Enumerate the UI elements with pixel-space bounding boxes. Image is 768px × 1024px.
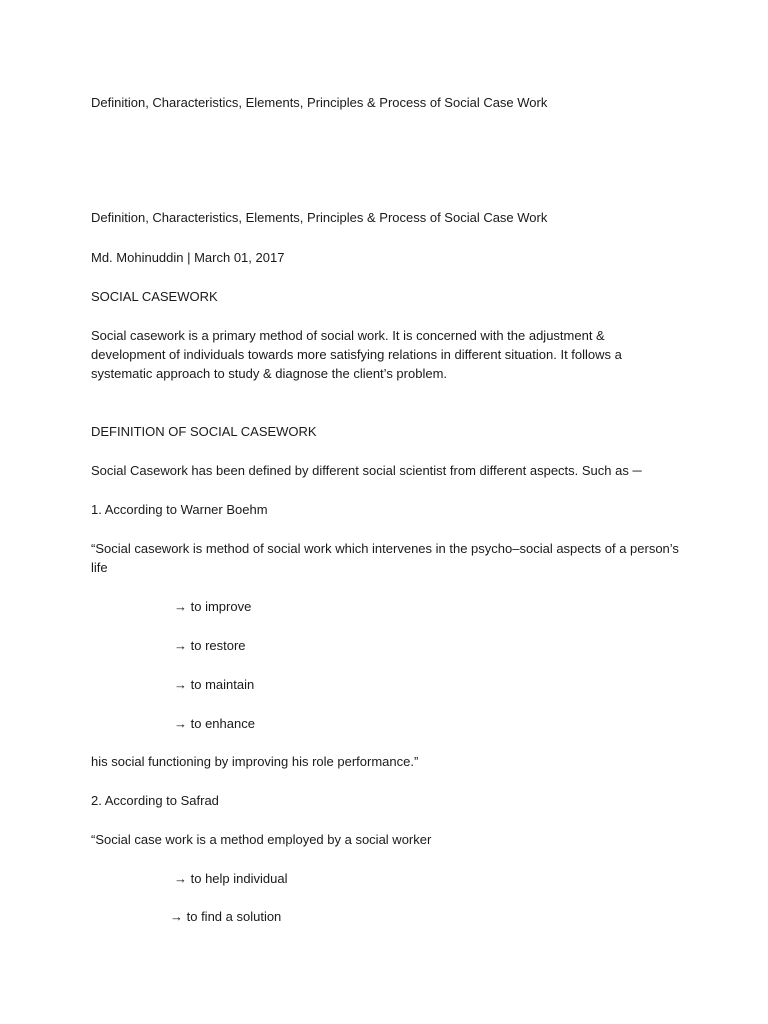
- byline: Md. Mohinuddin | March 01, 2017: [91, 250, 285, 265]
- definition-1-closing: his social functioning by improving his role performance.”: [91, 754, 419, 769]
- list-item: → to improve: [174, 599, 252, 614]
- definition-1-heading: 1. According to Warner Boehm: [91, 502, 268, 517]
- intro-paragraph: Social casework is a primary method of social work. It is concerned with the adjustment & development of individuals towards more satisfying relations in different situation. It follows a systematic approach to study & diagnose the client’s problem.: [91, 328, 622, 381]
- article-title: Definition, Characteristics, Elements, Principles & Process of Social Case Work: [91, 210, 548, 225]
- header-title: Definition, Characteristics, Elements, Principles & Process of Social Case Work: [91, 95, 548, 110]
- section-heading-social-casework: SOCIAL CASEWORK: [91, 289, 218, 304]
- definition-2-heading: 2. According to Safrad: [91, 793, 219, 808]
- list-item: → to find a solution: [170, 909, 282, 924]
- section-heading-definition: DEFINITION OF SOCIAL CASEWORK: [91, 424, 317, 439]
- definition-1-quote: “Social casework is method of social work which intervenes in the psycho–social aspects of a person’s life: [91, 541, 679, 575]
- list-item: → to enhance: [174, 716, 255, 731]
- list-item: → to restore: [174, 638, 246, 653]
- list-item: → to help individual: [174, 871, 288, 886]
- definition-2-quote: “Social case work is a method employed by a social worker: [91, 832, 432, 847]
- list-item: → to maintain: [174, 677, 255, 692]
- definition-intro: Social Casework has been defined by different social scientist from different aspects. Such as ─: [91, 463, 642, 478]
